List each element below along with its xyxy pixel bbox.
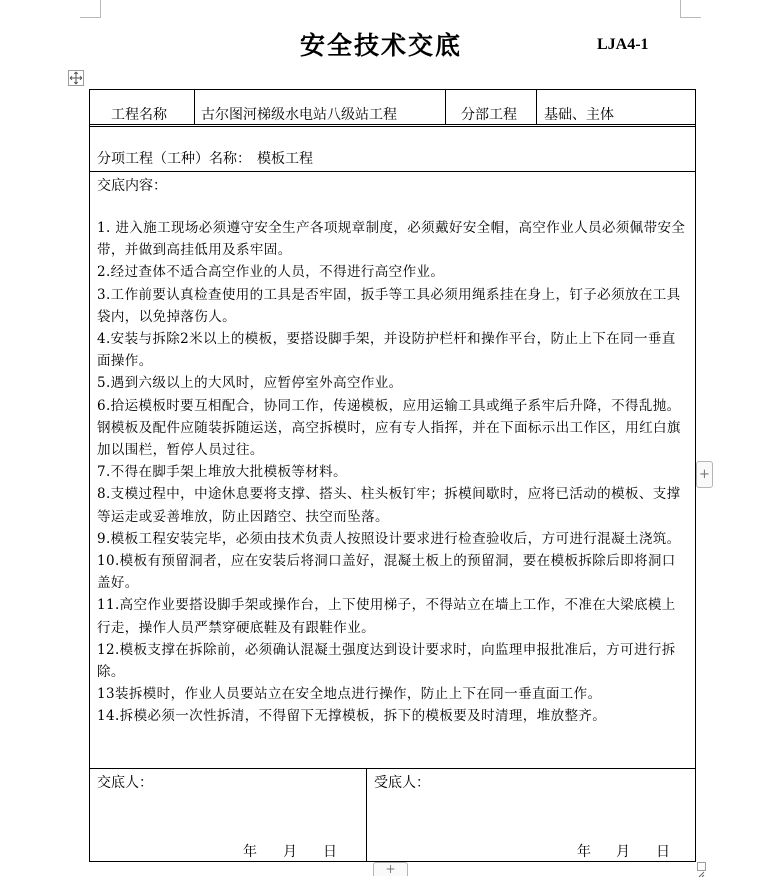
- list-item: 2.经过查体不适合高空作业的人员，不得进行高空作业。: [97, 264, 445, 281]
- subitem-value: 模板工程: [257, 151, 313, 167]
- list-item: 1. 进入施工现场必须遵守安全生产各项规章制度，必须戴好安全帽，高空作业人员必须佩带安全带，并做到高挂低用及系牢固。: [97, 220, 686, 259]
- list-item: 6.拾运模板时要互相配合，协同工作，传递模板，应用运输工具或绳子系牢后升降，不得乱抛。钢模板及配件应随装拆随运送，高空拆模时，应有专人指挥，并在下面标示出工作区，用红白旗加以围栏，暂停人员过往。: [97, 397, 681, 459]
- content-label: 交底内容：: [97, 178, 167, 194]
- add-row-button[interactable]: [373, 862, 408, 876]
- list-item: 5.遇到六级以上的大风时，应暂停室外高空作业。: [97, 375, 403, 392]
- document-title: 安全技术交底: [299, 31, 462, 60]
- crop-mark-top-left: [80, 0, 101, 18]
- resize-icon: [698, 871, 705, 878]
- list-item: 13装拆模时，作业人员要站立在安全地点进行操作，防止上下在同一垂直面工作。: [97, 686, 602, 703]
- receiver-date-day: 日: [656, 844, 670, 860]
- list-item: 3.工作前要认真检查使用的工具是否牢固，扳手等工具必须用绳系挂在身上，钉子必须放在工具袋内，以免掉落伤人。: [97, 286, 681, 325]
- list-item: 10.模板有预留洞者，应在安装后将洞口盖好，混凝土板上的预留洞，要在模板拆除后即将洞口盖好。: [97, 553, 676, 592]
- list-item: 8.支模过程中，中途休息要将支撑、搭头、柱头板钉牢；拆模间歇时，应将已活动的模板、支撑等运走或妥善堆放，防止因踏空、扶空而坠落。: [97, 486, 681, 525]
- list-item: 7.不得在脚手架上堆放大批模板等材料。: [97, 464, 347, 481]
- footer-col-divider: [366, 768, 367, 862]
- table-border-left: [89, 89, 90, 862]
- content-row-divider: [89, 768, 696, 769]
- list-item: 4.安装与拆除2米以上的模板，要搭设脚手架，并设防护栏杆和操作平台，防止上下在同一垂直面操作。: [97, 331, 676, 370]
- table-border-top: [89, 89, 696, 90]
- receiver-date-year: 年: [577, 844, 591, 860]
- table-resize-handle[interactable]: [697, 862, 706, 871]
- receiver-label: 受底人：: [374, 775, 430, 791]
- list-item: 12.模板支撑在拆除前，必须确认混凝土强度达到设计要求时，向监理申报批准后，方可进行拆除。: [97, 641, 676, 681]
- header-row-divider: [89, 124, 696, 127]
- header-col-divider-2: [445, 89, 446, 125]
- giver-date-year: 年: [243, 844, 257, 860]
- add-column-button[interactable]: [696, 461, 713, 488]
- giver-label: 交底人：: [97, 775, 153, 791]
- plus-icon: +: [385, 862, 396, 876]
- project-name-value: 古尔图河梯级水电站八级站工程: [201, 107, 397, 123]
- subitem-row-divider: [89, 171, 696, 172]
- crop-mark-top-right: [680, 0, 701, 18]
- list-item: 9.模板工程安装完毕，必须由技术负责人按照设计要求进行检查验收后，方可进行混凝土浇筑。: [97, 530, 681, 547]
- project-name-label: 工程名称: [111, 107, 167, 123]
- giver-date-month: 月: [283, 844, 297, 860]
- receiver-date-month: 月: [616, 844, 630, 860]
- list-item: 11.高空作业要搭设脚手架或操作台，上下使用梯子，不得站立在墙上工作，不准在大梁底模上行走，操作人员严禁穿硬底鞋及有跟鞋作业。: [97, 597, 676, 636]
- subitem-label: 分项工程（工种）名称：: [97, 151, 251, 167]
- subitem-row: [97, 148, 313, 168]
- move-icon: [69, 71, 83, 85]
- header-col-divider-3: [536, 89, 537, 125]
- division-value: 基础、主体: [544, 107, 614, 123]
- disclosure-content: [97, 217, 689, 728]
- header-col-divider-1: [194, 89, 195, 125]
- giver-date-day: 日: [323, 844, 337, 860]
- plus-icon: +: [699, 467, 710, 482]
- document-code: LJA4-1: [597, 36, 649, 53]
- list-item: 14.拆模必须一次性拆清，不得留下无撑模板，拆下的模板要及时清理，堆放整齐。: [97, 708, 607, 725]
- division-label: 分部工程: [461, 107, 517, 123]
- table-move-handle[interactable]: [68, 70, 84, 86]
